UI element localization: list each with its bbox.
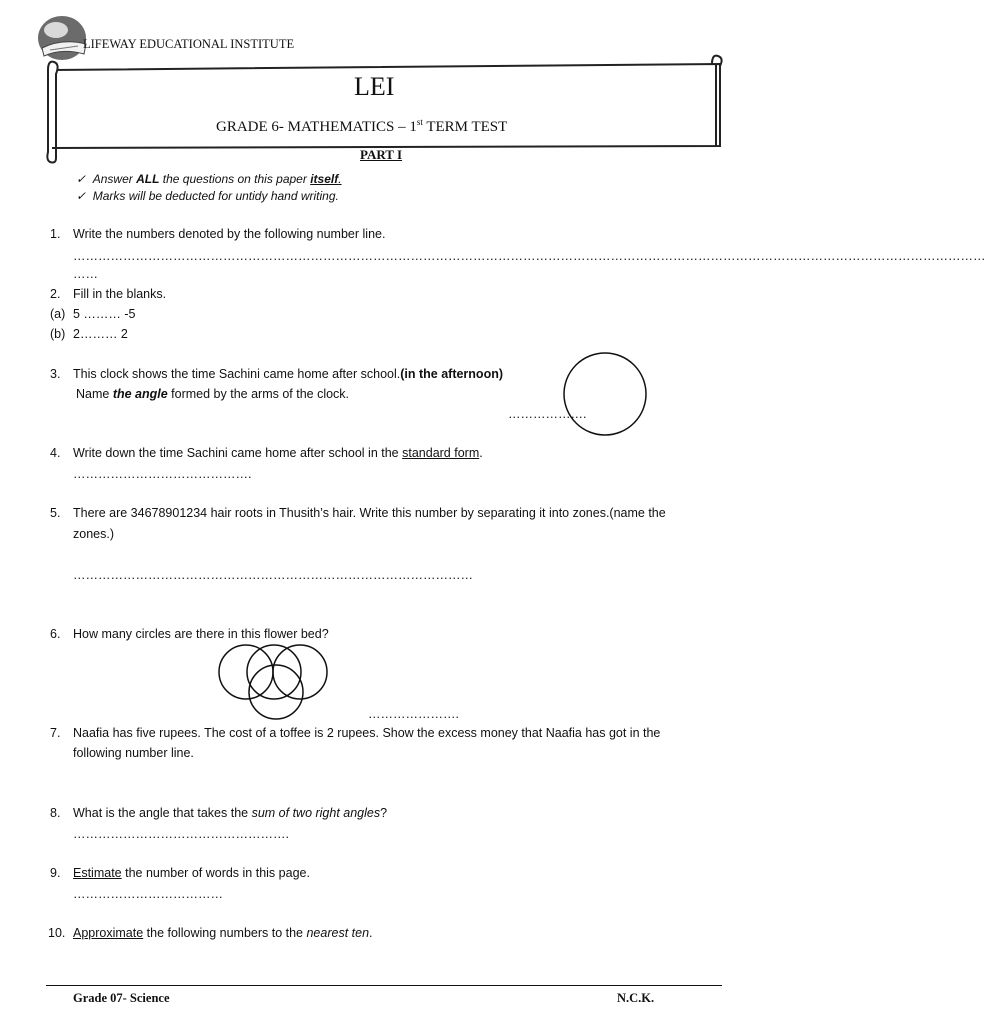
institute-name: LIFEWAY EDUCATIONAL INSTITUTE [83, 37, 295, 51]
answer-line: ………………. [508, 407, 587, 421]
answer-line: ……………………………………………. [73, 827, 289, 841]
answer-line: ………………………………………………………………………………………………………………………………………………………………………………………………… [73, 249, 986, 263]
answer-line: …… [73, 267, 98, 281]
clock-circle [562, 351, 648, 437]
answer-line: …………………. [368, 707, 459, 721]
answer-line: ……………………………………. [73, 467, 252, 481]
check-icon: ✓ [76, 172, 87, 186]
test-title: GRADE 6- MATHEMATICS – 1st TERM TEST [216, 117, 508, 135]
footer-left: Grade 07- Science [73, 991, 170, 1005]
footer-right: N.C.K. [617, 991, 655, 1005]
answer-line: ……………………………… [73, 887, 223, 901]
instruction-2: ✓ Marks will be deducted for untidy hand writing. [76, 189, 339, 203]
instruction-1: ✓ Answer ALL the questions on this paper itself. [76, 172, 342, 186]
flower-bed-circles [216, 642, 332, 720]
check-icon: ✓ [76, 189, 87, 203]
banner-title: LEI [354, 72, 395, 101]
part-heading: PART I [360, 147, 403, 162]
footer-rule [46, 985, 722, 986]
answer-line: …………………………………………………………………………………… [73, 568, 473, 582]
